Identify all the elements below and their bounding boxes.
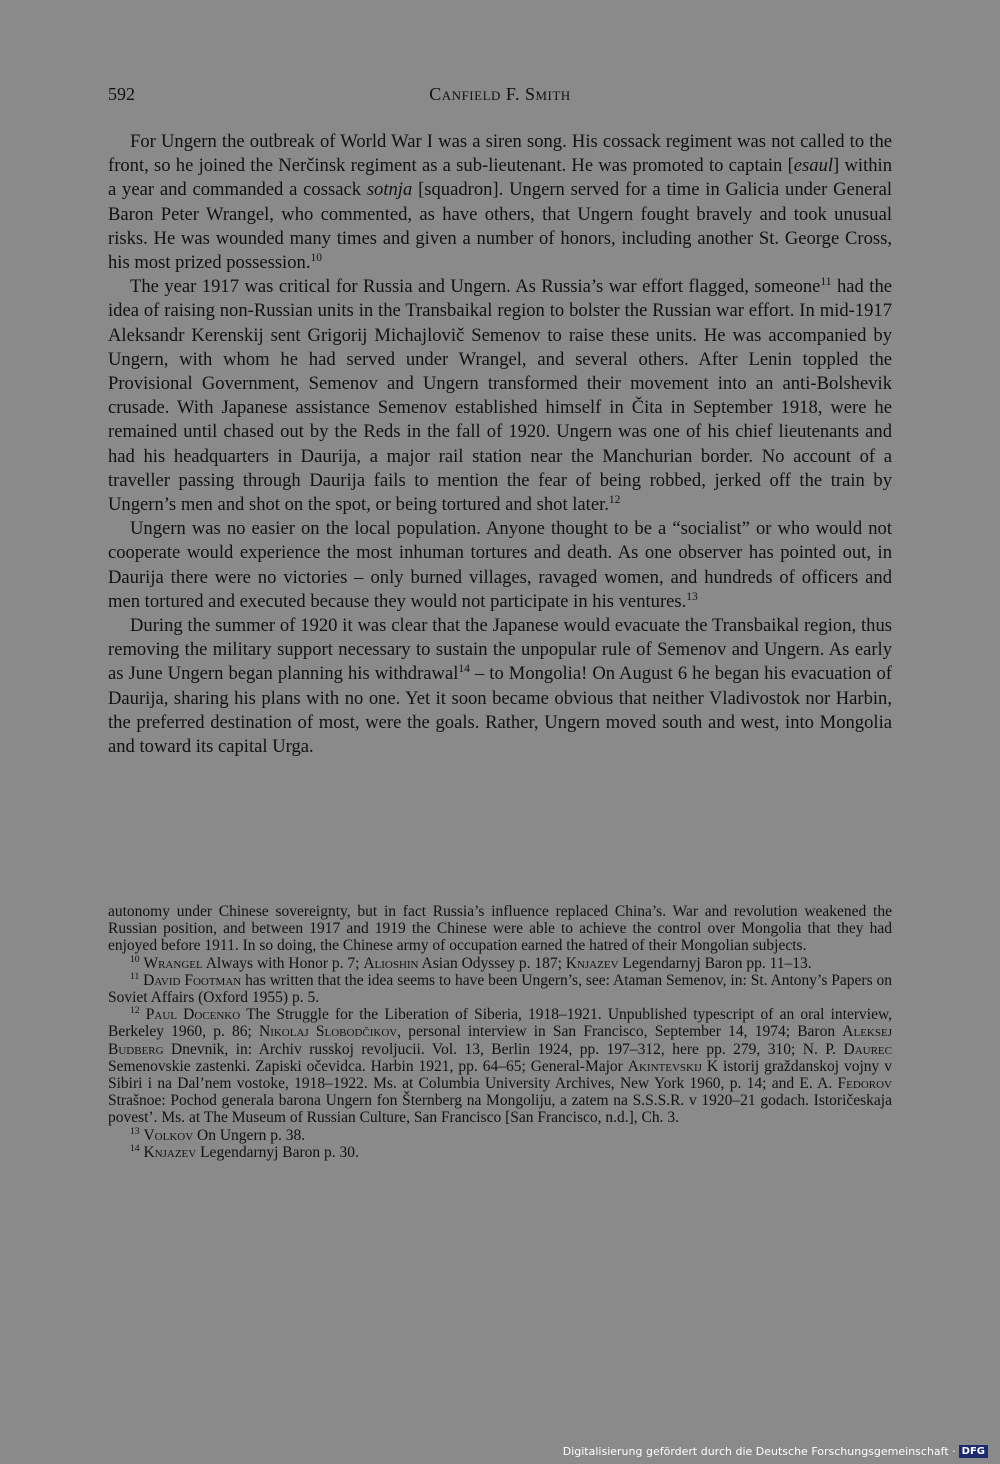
footnote-fn-cont (108, 903, 892, 955)
footnote-fn11 (108, 972, 892, 1006)
paragraph-p4 (108, 614, 892, 759)
note-marker: 14 (130, 1142, 140, 1154)
author-name: Aleksej Budberg (108, 1023, 892, 1058)
text-run: ] within a year and commanded a cossack (108, 155, 892, 201)
text-run: K istorij graždanskoj vojny v Sibiri i na Dal’nem vostoke, 1918–1922. Ms. at Columbia University Archives, New York 1960, p. 14; and E. A. (108, 1057, 892, 1093)
author-name: Volkov (143, 1126, 194, 1144)
text-run: Strašnoe: Pochod generala barona Ungern fon Šternberg na Mongoliju, a zatem na S.S.S.R. v 1920–21 godach. Istoričeskaja povest’. Ms. at The Museum of Russian Culture, San Francisco [San Francisco, n.d.], Ch. 3. (108, 1092, 892, 1127)
text-run: Dnevnik, in: Archiv russkoj revoljucii. Vol. 13, Berlin 1924, pp. 197–312, here pp. 279, 310; N. P. (163, 1040, 844, 1058)
credit-text: Digitalisierung gefördert durch die Deutsche Forschungsgemeinschaft · (562, 1445, 956, 1458)
page-number: 592 (108, 84, 135, 104)
author-name: Wrangel (143, 954, 203, 972)
author-name: Fedorov (837, 1075, 892, 1093)
footnote-fn14 (108, 1144, 892, 1161)
author-name: Knjazev (143, 1143, 197, 1161)
text-run: The Struggle for the Liberation of Siberia, 1918–1921. Unpublished typescript of an oral interview, Berkeley 1960, p. 86; (108, 1006, 893, 1041)
footnote-fn10 (108, 955, 892, 972)
text-run: Legendarnyj Baron p. 30. (196, 1143, 359, 1161)
note-marker: 12 (130, 1005, 140, 1017)
author-name: Paul Docenko (145, 1006, 241, 1024)
text-run: During the summer of 1920 it was clear that the Japanese would evacuate the Transbaikal region, thus removing the military support necessary to sustain the unpopular rule of Semenov and Ungern. As early as June Ungern began planning his withdrawal (108, 615, 892, 685)
paragraph-p3 (108, 517, 892, 614)
note-marker: 14 (458, 663, 470, 676)
footnotes (108, 903, 892, 1161)
text-run: Asian Odyssey p. 187; (418, 954, 566, 972)
text-run: The year 1917 was critical for Russia and Ungern. As Russia’s war effort flagged, someone (130, 276, 821, 298)
text-run: has written that the idea seems to have been Ungern’s, see: Ataman Semenov, in: St. Antony’s Papers on Soviet Affairs (Oxford 1955) p. 5. (108, 971, 893, 1007)
author-name: Daurec (843, 1040, 892, 1058)
running-head: Canfield F. Smith (429, 84, 571, 104)
author-name: Alioshin (363, 954, 419, 972)
text-run: – to Mongolia! On August 6 he began his evacuation of Daurija, sharing his plans with no one. Yet it soon became obvious that neither Vladivostok nor Harbin, the preferred destination of most, were the goals. Rather, Ungern moved south and west, into Mongolia and toward its capital Urga. (108, 663, 892, 758)
note-marker: 11 (130, 970, 140, 982)
text-run: Legendarnyj Baron pp. 11–13. (618, 954, 812, 972)
body-text (108, 130, 892, 759)
text-run: had the idea of raising non-Russian units in the Transbaikal region to bolster the Russian war effort. In mid-1917 Aleksandr Kerenskij sent Grigorij Michajlovič Semenov to raise these units. He was accompanied by Ungern, with whom he had served under Wrangel, and several others. After Lenin toppled the Provisional Government, Semenov and Ungern transformed their movement into an anti-Bolshevik crusade. With Japanese assistance Semenov established himself in Čita in September 1918, were he remained until chased out by the Reds in the fall of 1920. Ungern was one of his chief lieutenants and had his headquarters in Daurija, a major rail station near the Manchurian border. No account of a traveller passing through Daurija fails to mention the fear of being robbed, jerked off the train by Ungern’s men and shot on the spot, or being tortured and shot later. (108, 276, 892, 516)
author-name: Akintevskij (627, 1057, 702, 1075)
author-name: David Footman (143, 971, 242, 989)
note-marker: 11 (820, 276, 832, 289)
footnote-fn13 (108, 1127, 892, 1144)
text-run: On Ungern p. 38. (193, 1126, 306, 1144)
paragraph-p2 (108, 275, 892, 517)
dfg-logo: DFG (959, 1445, 988, 1458)
note-marker: 12 (608, 493, 621, 506)
text-run: Ungern was no easier on the local population. Anyone thought to be a “socialist” or who would not cooperate would experience the most inhuman tortures and death. As one observer has pointed out, in Daurija there were no victories – only burned villages, ravaged women, and hundreds of officers and men tortured and executed because they would not participate in his ventures. (108, 518, 892, 612)
note-marker: 10 (310, 251, 322, 264)
paragraph-p1 (108, 130, 892, 275)
text-run: For Ungern the outbreak of World War I was a siren song. His cossack regiment was not called to the front, so he joined the Nerčinsk regiment as a sub-lieutenant. He was promoted to captain [ (108, 131, 892, 177)
author-name: Knjazev (565, 954, 619, 972)
note-marker: 10 (130, 953, 140, 965)
author-name: Nikolaj Slobodčikov (259, 1023, 398, 1041)
footnote-fn12 (108, 1006, 892, 1126)
digitization-credit (563, 1445, 988, 1458)
page-header (108, 84, 892, 110)
note-marker: 13 (130, 1125, 140, 1137)
note-marker: 13 (686, 590, 698, 603)
text-run: , personal interview in San Francisco, September 14, 1974; Baron (397, 1023, 843, 1041)
text-run: autonomy under Chinese sovereignty, but in fact Russia’s influence replaced China’s. War and revolution weakened the Russian position, and between 1917 and 1919 the Chinese were able to achieve the control over Mongolia that they had enjoyed before 1911. In so doing, the Chinese army of occupation earned the hatred of their Mongolian subjects. (108, 903, 892, 955)
italic-term: esaul (793, 155, 834, 177)
text-run: [squadron]. Ungern served for a time in Galicia under General Baron Peter Wrangel, who commented, as have others, that Ungern fought bravely and took unusual risks. He was wounded many times and given a number of honors, including another St. George Cross, his most prized possession. (108, 179, 893, 274)
italic-term: sotnja (366, 179, 413, 201)
text-run: Semenovskie zastenki. Zapiski očevidca. Harbin 1921, pp. 64–65; General-Major (108, 1057, 628, 1075)
text-run: Always with Honor p. 7; (202, 954, 364, 972)
